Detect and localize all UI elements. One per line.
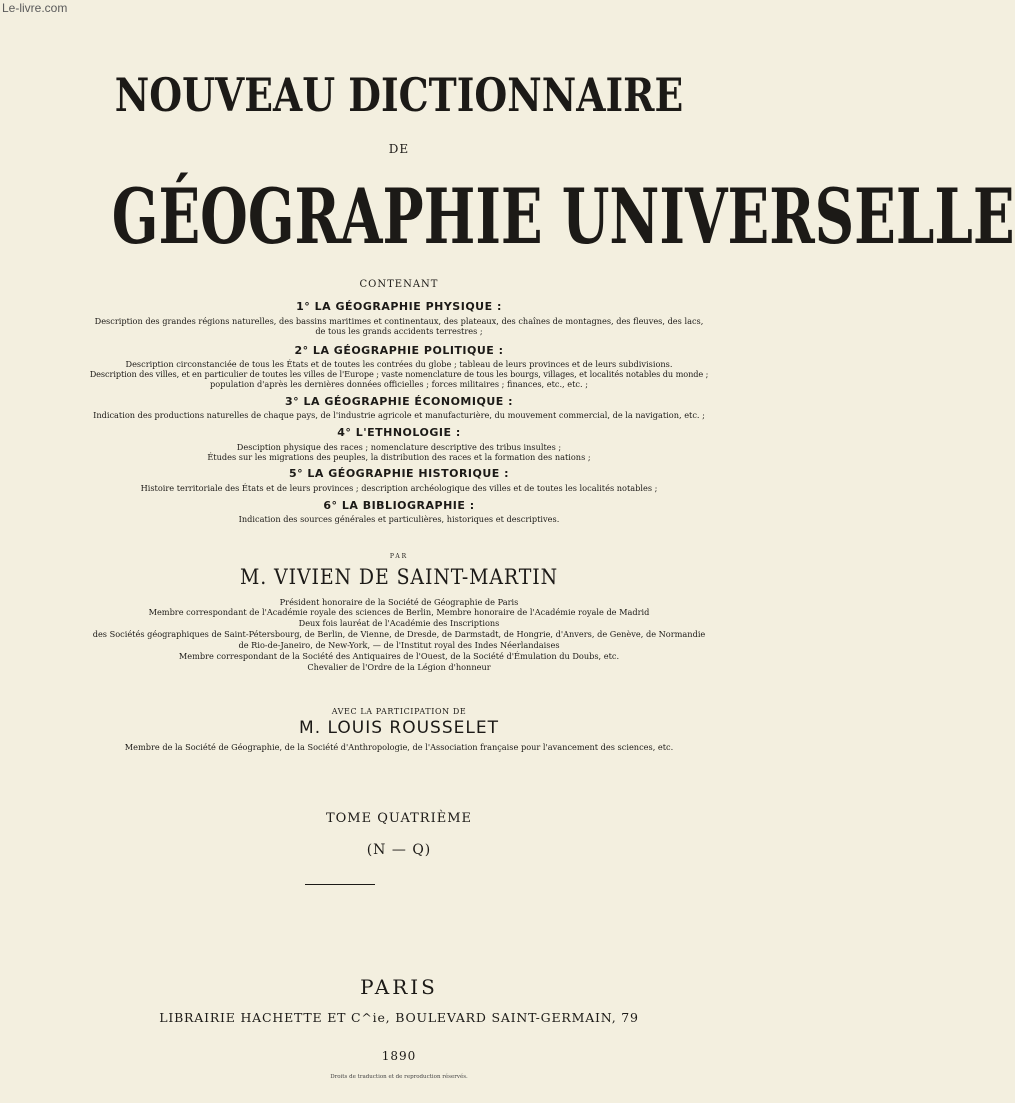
section-4-line-1: Desciption physique des races ; nomenclature descriptive des tribus insultes ; xyxy=(236,442,562,452)
section-2-line-1: Description circonstanciée de tous les États et de toutes les contrées du globe ; tableau de leurs provinces et de leurs subdivisions. xyxy=(125,359,673,369)
author-credential: Chevalier de l'Ordre de la Légion d'honneur xyxy=(307,662,491,672)
par-label: PAR xyxy=(389,553,409,560)
title-line-2: GÉOGRAPHIE UNIVERSELLE xyxy=(111,172,1015,261)
section-6-line-1: Indication des sources générales et particulières, historiques et descriptives. xyxy=(238,514,560,524)
publication-year: 1890 xyxy=(381,1049,417,1063)
author-credential: Deux fois lauréat de l'Académie des Inscriptions xyxy=(298,618,500,628)
section-3-heading: 3° LA GÉOGRAPHIE ÉCONOMIQUE : xyxy=(284,395,513,408)
author-credential: Membre correspondant de l'Académie royale des sciences de Berlin, Membre honoraire de l'Académie royale de Madrid xyxy=(148,607,650,617)
section-5-heading: 5° LA GÉOGRAPHIE HISTORIQUE : xyxy=(288,467,510,480)
section-1-line-2: de tous les grands accidents terrestres ; xyxy=(315,326,483,336)
section-2-heading: 2° LA GÉOGRAPHIE POLITIQUE : xyxy=(294,344,504,357)
section-5-line-1: Histoire territoriale des États et de leurs provinces ; description archéologique des villes et de toutes les localités notables ; xyxy=(140,483,658,493)
watermark: Le-livre.com xyxy=(2,1,68,15)
volume-tome: TOME QUATRIÈME xyxy=(325,811,473,826)
title-line-1: NOUVEAU DICTIONNAIRE xyxy=(114,68,684,122)
collaborator-name: M. LOUIS ROUSSELET xyxy=(299,718,499,738)
section-4-line-2: Études sur les migrations des peuples, la distribution des races et la formation des nations ; xyxy=(207,452,591,462)
section-3-line-1: Indication des productions naturelles de chaque pays, de l'industrie agricole et manufacturière, du mouvement commercial, de la navigation, etc. ; xyxy=(93,410,705,420)
publisher-city: PARIS xyxy=(360,975,438,999)
section-2-line-2: Description des villes, et en particulier de toutes les villes de l'Europe ; vaste nomenclature de tous les bourgs, villages, et localités notables du monde ; xyxy=(89,369,709,379)
author-credential: Président honoraire de la Société de Géographie de Paris xyxy=(279,597,519,607)
section-2-line-3: population d'après les dernières données officielles ; forces militaires ; finances, etc., etc. ; xyxy=(210,379,588,389)
contenant-label: CONTENANT xyxy=(359,279,439,290)
author-credential: de Rio-de-Janeiro, de New-York, — de l'Institut royal des Indes Néerlandaises xyxy=(238,640,560,650)
author-credential: Membre correspondant de la Société des Antiquaires de l'Ouest, de la Société d'Émulation du Doubs, etc. xyxy=(178,651,620,661)
section-6-heading: 6° LA BIBLIOGRAPHIE : xyxy=(323,499,475,512)
author-name: M. VIVIEN DE SAINT-MARTIN xyxy=(239,565,559,589)
rights-notice: Droits de traduction et de reproduction réservés. xyxy=(330,1074,468,1080)
collaboration-intro: AVEC LA PARTICIPATION DE xyxy=(331,707,467,716)
publisher-line: LIBRAIRIE HACHETTE ET C^ie, BOULEVARD SAINT-GERMAIN, 79 xyxy=(159,1010,639,1025)
author-credential: des Sociétés géographiques de Saint-Pétersbourg, de Berlin, de Vienne, de Dresde, de Darmstadt, de Hongrie, d'Anvers, de Genève, de Normandie xyxy=(92,629,706,639)
section-1-heading: 1° LA GÉOGRAPHIE PHYSIQUE : xyxy=(296,300,502,313)
divider-rule xyxy=(305,884,375,885)
title-de: DE xyxy=(388,142,410,156)
collaborator-credentials: Membre de la Société de Géographie, de la Société d'Anthropologie, de l'Association française pour l'avancement des sciences, etc. xyxy=(124,742,674,752)
section-1-line-1: Description des grandes régions naturelles, des bassins maritimes et continentaux, des plateaux, des chaînes de montagnes, des fleuves, des lacs, xyxy=(94,316,704,326)
section-4-heading: 4° L'ETHNOLOGIE : xyxy=(337,426,461,439)
volume-range: (N — Q) xyxy=(366,842,432,858)
